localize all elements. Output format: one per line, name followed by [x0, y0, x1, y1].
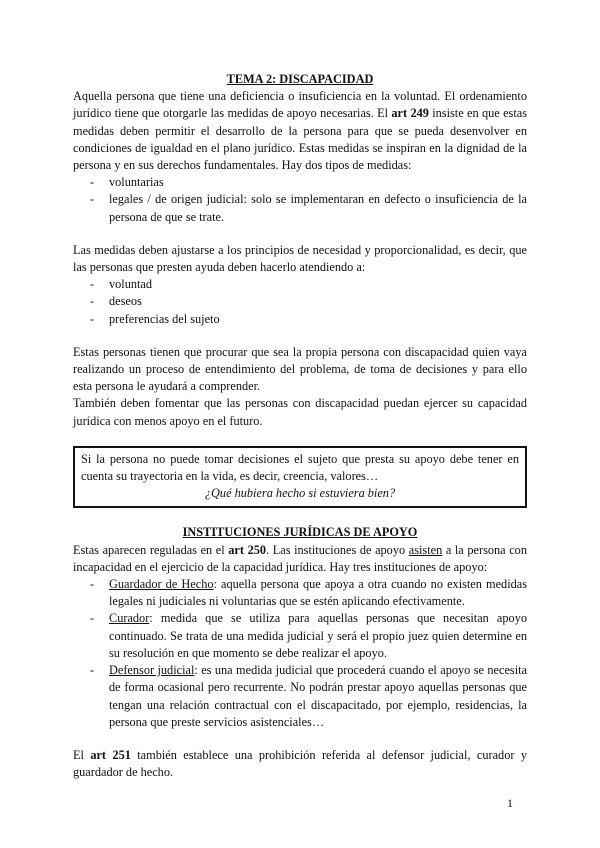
list-item — [73, 610, 527, 662]
section-intro-text-3: a la persona con incapacidad en el ejercicio de la capacidad jurídica. Hay tres instituciones de apoyo: — [73, 542, 527, 574]
list-item — [73, 662, 527, 731]
institution-text: : es una medida judicial que procederá cuando el apoyo se necesita de forma ocasional pero recurrente. No podrán prestar apoyo aquellas personas que tengan una relación contractual con el discapacitado, por ejemplo, residencias, la persona que preste servicios asistenciales… — [109, 663, 527, 729]
page-content — [73, 71, 527, 781]
closing-text-1: El — [73, 747, 91, 762]
intro-text-2: insiste en que estas medidas deben permitir el desarrollo de la persona para que se pueda desenvolver en condiciones de igualdad en el plano jurídico. Estas medidas se inspiran en la dignidad de la persona y en sus derechos fundamentales. Hay dos tipos de medidas: — [73, 106, 527, 173]
section-intro-text-2: . Las instituciones de apoyo — [266, 542, 409, 557]
principles-paragraph: Las medidas deben ajustarse a los principios de necesidad y proporcionalidad, es decir, que las personas que presten ayuda deben hacerlo atendiendo a: — [73, 242, 527, 275]
institution-text: : medida que se utiliza para aquellas personas que necesitan apoyo continuado. Se trata de una medida judicial y será el propio juez quien determine en su resolución en que momento se debe realizar el apoyo. — [109, 611, 527, 660]
section-intro-text-1: Estas aparecen reguladas en el — [73, 542, 229, 557]
page-number: 1 — [507, 796, 513, 810]
intro-paragraph — [73, 88, 527, 174]
list-item: - deseos — [73, 293, 527, 310]
box-quote: ¿Qué hubiera hecho si estuviera bien? — [204, 486, 396, 501]
article-250-ref: art 250 — [228, 542, 267, 557]
section-intro-paragraph — [73, 542, 527, 576]
closing-paragraph — [73, 747, 527, 781]
list-item — [73, 576, 527, 610]
institution-name: Guardador de Hecho — [109, 577, 214, 592]
institutions-list — [73, 576, 527, 731]
section-title: INSTITUCIONES JURÍDICAS DE APOYO — [182, 525, 418, 540]
article-251-ref: art 251 — [90, 747, 131, 762]
page-title: TEMA 2: DISCAPACIDAD — [226, 72, 374, 86]
institution-name: Defensor judicial — [109, 663, 195, 678]
list-item: - voluntad — [73, 276, 527, 293]
institution-name: Curador — [109, 611, 150, 626]
list-item: - voluntarias — [73, 174, 527, 191]
list-item: - legales / de origen judicial: solo se implementaran en defecto o insuficiencia de la persona de que se trate. — [73, 191, 527, 225]
institution-text: : aquella persona que apoya a otra cuando no existen medidas legales ni judiciales ni voluntarias que se estén aplicando efectivamente. — [109, 577, 527, 609]
asisten-word: asisten — [408, 542, 443, 557]
list-item: - preferencias del sujeto — [73, 311, 527, 328]
procure-paragraph: Estas personas tienen que procurar que sea la propia persona con discapacidad quien vaya realizando un proceso de entendimiento del problema, de toma de decisiones y para ello esta persona le ayudará a comprender. — [73, 344, 527, 394]
intro-text-1: Aquella persona que tiene una deficiencia o insuficiencia en la voluntad. El ordenamiento jurídico tiene que otorgarle las medidas de apoyo necesarias. El — [73, 89, 527, 121]
box-text: Si la persona no puede tomar decisiones el sujeto que presta su apoyo debe tener en cuenta su trayectoria en la vida, es decir, creencia, valores… — [81, 451, 519, 484]
principles-list — [73, 276, 527, 328]
foment-paragraph: También deben fomentar que las personas con discapacidad puedan ejercer su capacidad jurídica con menos apoyo en el futuro. — [73, 396, 527, 428]
measure-types-list — [73, 174, 527, 226]
closing-text-2: también establece una prohibición referida al defensor judicial, curador y guardador de hecho. — [73, 747, 527, 780]
highlight-box — [73, 446, 527, 509]
article-249-ref: art 249 — [391, 106, 429, 121]
